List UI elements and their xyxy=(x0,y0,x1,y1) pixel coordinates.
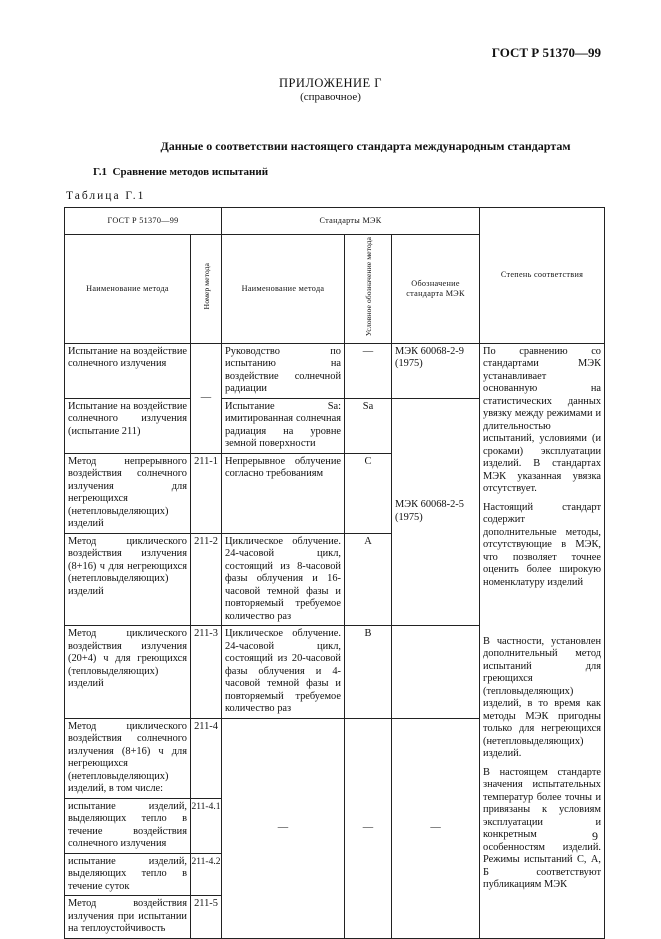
table-row-0-num: — xyxy=(191,343,222,453)
header-iec-group: Стандарты МЭК xyxy=(222,208,480,235)
table-row-6-name: испытание изделий, выделяющих тепло в течение воздействия солнечного излучения xyxy=(65,798,191,853)
table-row-0-std: МЭК 60068-2-9 (1975) xyxy=(392,343,480,398)
table-row-6-iec-name: — xyxy=(222,718,345,938)
degree-paragraph-1: По сравнению со стандартами МЭК устанавливает основанную на статистических данных увязку между режимами и длительностью испытаний, условиями (и сроками) эксплуатации изделий. В стандартах МЭК указанная увязка отсутствует. xyxy=(483,345,602,495)
table-row-0-name: Испытание на воздействие солнечного излучения xyxy=(65,343,191,398)
table-row-2-iec-name: Непрерывное облучение согласно требованиям xyxy=(222,453,345,533)
table-row-2-symbol: С xyxy=(345,453,392,533)
header-method-number: Номер метода xyxy=(201,263,211,310)
header-method-name: Наименование метода xyxy=(65,235,191,344)
header-iec-standard: Обозначение стандарта МЭК xyxy=(392,235,480,344)
header-method-number-cell xyxy=(191,235,222,344)
table-row-6-symbol: — xyxy=(345,718,392,938)
subsection-number: Г.1 xyxy=(93,166,108,178)
table-row-6-std: — xyxy=(392,718,480,938)
table-row-6-num: 211-4.1 xyxy=(191,798,222,853)
table-row-4-symbol: В xyxy=(345,626,392,719)
header-iec-symbol-cell xyxy=(345,235,392,344)
table-row-1-name: Испытание на воздействие солнечного излучения (испытание 211) xyxy=(65,398,191,453)
table-row-7-name: испытание изделий, выделяющих тепло в течение суток xyxy=(65,853,191,896)
degree-cell-1 xyxy=(480,343,605,626)
table-row-8-name: Метод воздействия излучения при испытании на теплоустойчивость xyxy=(65,896,191,939)
table-row-4-num: 211-3 xyxy=(191,626,222,719)
degree-paragraph-4: В настоящем стандарте значения испытательных температур более точны и привязаны к условиям эксплуатации и конкретным особенностям изделий. Режимы испытаний С, А, Б соответствуют публикациям МЭК xyxy=(483,766,602,891)
table-row-5-name: Метод циклического воздействия солнечного излучения (8+16) ч для негреющихся (нетепловыделяющих) изделий, в том числе: xyxy=(65,718,191,798)
table-row-0-symbol: — xyxy=(345,343,392,398)
subsection-title: Сравнение методов испытаний xyxy=(112,166,269,178)
table-row-2-name: Метод непрерывного воздействия солнечного излучения для негреющихся (нетепловыделяющих) изделий xyxy=(65,453,191,533)
degree-paragraph-2: Настоящий стандарт содержит дополнительные методы, отсутствующие в МЭК, что позволяет точнее оценить более широкую номенклатуру изделий xyxy=(483,501,602,588)
table-row-1-iec-name: Испытание Sa: имитированная солнечная радиация на уровне земной поверхности xyxy=(222,398,345,453)
table-row-3-std: МЭК 60068-2-5 (1975) xyxy=(392,398,480,626)
header-iec-method-name: Наименование метода xyxy=(222,235,345,344)
table-row-4-name: Метод циклического воздействия излучения (20+4) ч для греющихся (тепловыделяющих) изделий xyxy=(65,626,191,719)
comparison-table xyxy=(64,207,605,939)
header-degree: Степень соответствия xyxy=(480,208,605,344)
table-row-2-num: 211-1 xyxy=(191,453,222,533)
page-number: 9 xyxy=(592,829,598,843)
appendix-subtitle: (справочное) xyxy=(300,91,361,103)
table-row-0-iec-name: Руководство по испытанию на воздействие солнечной радиации xyxy=(222,343,345,398)
table-row-3-iec-name: Циклическое облучение. 24-часовой цикл, состоящий из 8-часовой фазы облучения и 16-часовой темной фазы и повторяемый требуемое количество раз xyxy=(222,533,345,626)
appendix-title: ПРИЛОЖЕНИЕ Г xyxy=(278,76,383,90)
header-iec-symbol: Условное обозначение метода xyxy=(363,237,373,337)
table-row-3-symbol: А xyxy=(345,533,392,626)
section-title: Данные о соответствии настоящего стандарта международным стандартам xyxy=(160,139,571,153)
degree-cell-2 xyxy=(480,626,605,939)
table-row-5-num: 211-4 xyxy=(191,718,222,798)
table-row-1-symbol: Sa xyxy=(345,398,392,453)
table-row-3-name: Метод циклического воздействия излучения (8+16) ч для негреющихся (нетепловыделяющих) изделий xyxy=(65,533,191,626)
subsection-heading xyxy=(93,166,268,178)
degree-paragraph-3: В частности, установлен дополнительный метод испытаний для греющихся (тепловыделяющих) изделий, в то время как методы МЭК пригодны только для негреющихся (нетепловыделяющих) изделий. xyxy=(483,635,602,760)
table-row-8-num: 211-5 xyxy=(191,896,222,939)
table-row-4-iec-name: Циклическое облучение. 24-часовой цикл, состоящий из 20-часовой фазы облучения и 4-часовой темной фазы и повторяемый требуемое количество раз xyxy=(222,626,345,719)
table-caption: Таблица Г.1 xyxy=(66,190,146,202)
standard-header: ГОСТ Р 51370—99 xyxy=(491,45,601,60)
table-row-7-num: 211-4.2 xyxy=(191,853,222,896)
header-gost-group: ГОСТ Р 51370—99 xyxy=(65,208,222,235)
table-row-3-num: 211-2 xyxy=(191,533,222,626)
table-row-4-std xyxy=(392,626,480,719)
